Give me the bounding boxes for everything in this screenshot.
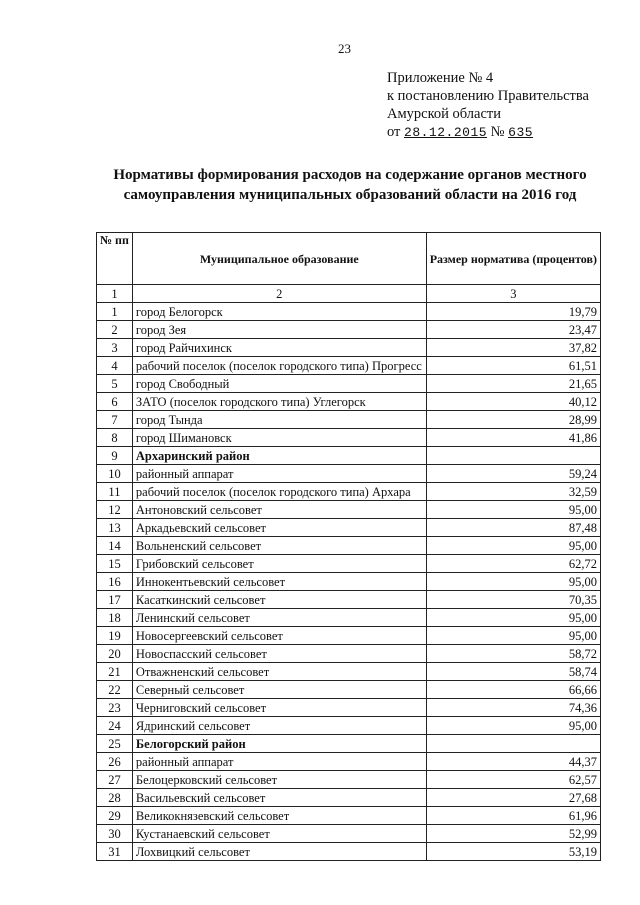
table-row	[97, 681, 601, 699]
table-row	[97, 321, 601, 339]
appendix-block	[387, 69, 589, 142]
municipality-name: ЗАТО (поселок городского типа) Углегорск	[132, 393, 426, 411]
norm-value: 66,66	[426, 681, 600, 699]
row-number: 7	[97, 411, 133, 429]
row-number: 6	[97, 393, 133, 411]
municipality-name: Черниговский сельсовет	[132, 699, 426, 717]
municipality-name: Северный сельсовет	[132, 681, 426, 699]
table-row	[97, 339, 601, 357]
row-number: 17	[97, 591, 133, 609]
norm-value: 44,37	[426, 753, 600, 771]
norm-value: 95,00	[426, 573, 600, 591]
table-row	[97, 555, 601, 573]
norm-value: 95,00	[426, 717, 600, 735]
appendix-date-line	[387, 123, 589, 142]
table-row	[97, 429, 601, 447]
norm-value: 61,51	[426, 357, 600, 375]
municipality-name: Ядринский сельсовет	[132, 717, 426, 735]
document-date: 28.12.2015	[404, 125, 488, 140]
municipality-name: рабочий поселок (поселок городского типа) Архара	[132, 483, 426, 501]
column-numbering-row	[97, 285, 601, 303]
table-row	[97, 771, 601, 789]
district-row	[97, 447, 601, 465]
table-row	[97, 627, 601, 645]
table-row	[97, 465, 601, 483]
table-row	[97, 645, 601, 663]
document-title: Нормативы формирования расходов на содержание органов местного самоуправления муниципальных образований области на 2016 год	[113, 167, 587, 203]
table-row	[97, 789, 601, 807]
row-number: 8	[97, 429, 133, 447]
date-prefix: от	[387, 124, 401, 140]
row-number: 5	[97, 375, 133, 393]
row-number: 25	[97, 735, 133, 753]
norm-value	[426, 447, 600, 465]
table-row	[97, 663, 601, 681]
row-number: 3	[97, 339, 133, 357]
column-number-3: 3	[426, 285, 600, 303]
row-number: 24	[97, 717, 133, 735]
norm-value: 28,99	[426, 411, 600, 429]
norm-value: 40,12	[426, 393, 600, 411]
header-municipality: Муниципальное образование	[132, 233, 426, 285]
row-number: 16	[97, 573, 133, 591]
norm-value: 32,59	[426, 483, 600, 501]
municipality-name: Иннокентьевский сельсовет	[132, 573, 426, 591]
appendix-region: Амурской области	[387, 106, 501, 122]
table-header-row	[97, 233, 601, 285]
column-number-1: 1	[97, 285, 133, 303]
district-row	[97, 735, 601, 753]
row-number: 13	[97, 519, 133, 537]
norm-value: 70,35	[426, 591, 600, 609]
row-number: 11	[97, 483, 133, 501]
municipality-name: Аркадьевский сельсовет	[132, 519, 426, 537]
municipality-name: город Шимановск	[132, 429, 426, 447]
row-number: 14	[97, 537, 133, 555]
municipality-name: город Белогорск	[132, 303, 426, 321]
row-number: 27	[97, 771, 133, 789]
municipality-name: Вольненский сельсовет	[132, 537, 426, 555]
row-number: 9	[97, 447, 133, 465]
municipality-name: Новосергеевский сельсовет	[132, 627, 426, 645]
municipality-name: районный аппарат	[132, 753, 426, 771]
number-prefix: №	[490, 124, 505, 140]
table-row	[97, 807, 601, 825]
row-number: 23	[97, 699, 133, 717]
row-number: 4	[97, 357, 133, 375]
row-number: 21	[97, 663, 133, 681]
table-row	[97, 375, 601, 393]
municipality-name: Грибовский сельсовет	[132, 555, 426, 573]
municipality-name: город Тында	[132, 411, 426, 429]
table-row	[97, 699, 601, 717]
norm-value: 59,24	[426, 465, 600, 483]
norm-value: 19,79	[426, 303, 600, 321]
municipality-name: Великокнязевский сельсовет	[132, 807, 426, 825]
document-number: 635	[508, 125, 534, 140]
municipality-name: Касаткинский сельсовет	[132, 591, 426, 609]
municipality-name: Кустанаевский сельсовет	[132, 825, 426, 843]
norm-value: 23,47	[426, 321, 600, 339]
norm-value: 62,72	[426, 555, 600, 573]
row-number: 18	[97, 609, 133, 627]
norm-value: 95,00	[426, 627, 600, 645]
table-row	[97, 717, 601, 735]
municipality-name: город Зея	[132, 321, 426, 339]
municipality-name: районный аппарат	[132, 465, 426, 483]
norm-value: 95,00	[426, 609, 600, 627]
header-number: № пп	[97, 233, 133, 285]
page-number: 23	[338, 41, 351, 56]
municipality-name: Новоспасский сельсовет	[132, 645, 426, 663]
municipality-name: Белогорский район	[132, 735, 426, 753]
row-number: 10	[97, 465, 133, 483]
table-row	[97, 573, 601, 591]
appendix-reference: к постановлению Правительства	[387, 88, 589, 104]
row-number: 12	[97, 501, 133, 519]
table-row	[97, 393, 601, 411]
municipality-name: Антоновский сельсовет	[132, 501, 426, 519]
municipality-name: Белоцерковский сельсовет	[132, 771, 426, 789]
municipality-name: рабочий поселок (поселок городского типа) Прогресс	[132, 357, 426, 375]
municipality-name: Архаринский район	[132, 447, 426, 465]
appendix-title: Приложение № 4	[387, 70, 494, 86]
table-row	[97, 537, 601, 555]
header-norm: Размер норматива (процентов)	[426, 233, 600, 285]
row-number: 29	[97, 807, 133, 825]
table-row	[97, 501, 601, 519]
norm-value: 62,57	[426, 771, 600, 789]
row-number: 1	[97, 303, 133, 321]
municipality-name: Отважненский сельсовет	[132, 663, 426, 681]
row-number: 15	[97, 555, 133, 573]
row-number: 30	[97, 825, 133, 843]
municipality-name: город Свободный	[132, 375, 426, 393]
norm-value: 74,36	[426, 699, 600, 717]
table-row	[97, 591, 601, 609]
row-number: 22	[97, 681, 133, 699]
norm-value: 21,65	[426, 375, 600, 393]
municipality-name: Лохвицкий сельсовет	[132, 843, 426, 861]
norm-value	[426, 735, 600, 753]
norm-value: 58,74	[426, 663, 600, 681]
table-row	[97, 519, 601, 537]
table-row	[97, 843, 601, 861]
table-row	[97, 825, 601, 843]
norm-value: 41,86	[426, 429, 600, 447]
norm-value: 61,96	[426, 807, 600, 825]
table-row	[97, 483, 601, 501]
norm-value: 53,19	[426, 843, 600, 861]
norm-value: 95,00	[426, 501, 600, 519]
municipality-name: Ленинский сельсовет	[132, 609, 426, 627]
row-number: 2	[97, 321, 133, 339]
table-row	[97, 753, 601, 771]
row-number: 20	[97, 645, 133, 663]
norm-value: 27,68	[426, 789, 600, 807]
table-row	[97, 411, 601, 429]
row-number: 31	[97, 843, 133, 861]
norm-value: 52,99	[426, 825, 600, 843]
norm-value: 87,48	[426, 519, 600, 537]
row-number: 19	[97, 627, 133, 645]
norm-value: 95,00	[426, 537, 600, 555]
row-number: 26	[97, 753, 133, 771]
norm-value: 58,72	[426, 645, 600, 663]
row-number: 28	[97, 789, 133, 807]
table-row	[97, 609, 601, 627]
norms-table	[96, 232, 601, 861]
municipality-name: город Райчихинск	[132, 339, 426, 357]
norm-value: 37,82	[426, 339, 600, 357]
table-body	[97, 303, 601, 861]
municipality-name: Васильевский сельсовет	[132, 789, 426, 807]
column-number-2: 2	[132, 285, 426, 303]
table-row	[97, 357, 601, 375]
table-row	[97, 303, 601, 321]
